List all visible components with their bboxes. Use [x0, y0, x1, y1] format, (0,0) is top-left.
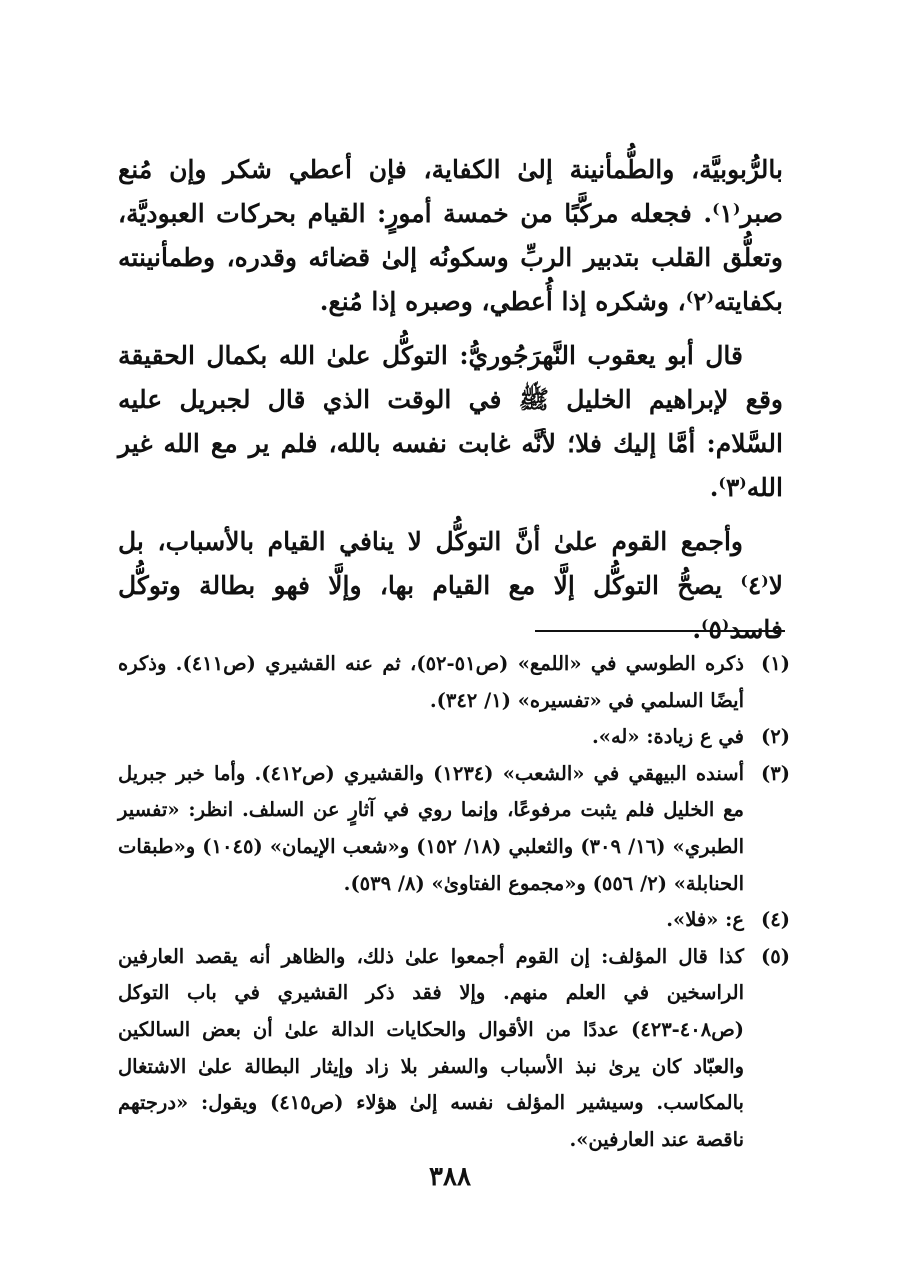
- footnote-number: (٣): [761, 761, 790, 785]
- footnote-text: أسنده البيهقي في «الشعب» (١٢٣٤) والقشيري (ص٤١٢). وأما خبر جبريل مع الخليل فلم يثبت مرفوعًا، وإنما روي في آثارٍ عن السلف. انظر: «تفسير الطبري» (١٦/ ٣٠٩) والثعلبي (١٨/ ١٥٢) و«شعب الإيمان» (١٠٤٥) و«طبقات الحنابلة» (٢/ ٥٥٦) و«مجموع الفتاوىٰ» (٨/ ٥٣٩).: [118, 761, 744, 895]
- footnote-number: (٤): [761, 908, 790, 932]
- page-number: ٣٨٨: [429, 1162, 471, 1192]
- paragraph-2: قال أبو يعقوب النَّهرَجُوريُّ: التوكُّل علىٰ الله بكمال الحقيقة وقع لإبراهيم الخليل ﷺ في الوقت الذي قال لجبريل عليه السَّلام: أمَّا إليك فلا؛ لأنَّه غابت نفسه بالله، فلم ير مع الله غير الله⁽٣⁾.: [118, 341, 783, 502]
- footnote-text: في ع زيادة: «له».: [591, 725, 744, 749]
- footnote-separator: [535, 630, 785, 632]
- footnote-number: (٥): [761, 944, 790, 968]
- paragraph-3: وأجمع القوم علىٰ أنَّ التوكُّل لا ينافي القيام بالأسباب، بل لا⁽٤⁾ يصحُّ التوكُّل إلَّا مع القيام بها، وإلَّا فهو بطالة وتوكُّل فاسد⁽٥⁾.: [118, 527, 783, 644]
- footnote-text: ع: «فلا».: [666, 908, 744, 932]
- footnote-5: [118, 939, 790, 1159]
- footnote-text: كذا قال المؤلف: إن القوم أجمعوا علىٰ ذلك، والظاهر أنه يقصد العارفين الراسخين في العلم منهم. وإلا فقد ذكر القشيري في باب التوكل (ص٤٠٨-٤٢٣) عددًا من الأقوال والحكايات الدالة علىٰ أن بعض السالكين والعبّاد كان يرىٰ نبذ الأسباب والسفر بلا زاد وإيثار البطالة علىٰ الاشتغال بالمكاسب. وسيشير المؤلف نفسه إلىٰ هؤلاء (ص٤١٥) ويقول: «درجتهم ناقصة عند العارفين».: [118, 944, 744, 1151]
- footnotes: [118, 646, 790, 1158]
- footnote-number: (١): [761, 652, 790, 675]
- footnote-2: [118, 719, 790, 756]
- footnote-4: [118, 902, 790, 939]
- main-text: [118, 148, 783, 652]
- footnote-number: (٢): [761, 725, 790, 749]
- paragraph-1: بالرُّبوبيَّة، والطُّمأنينة إلىٰ الكفاية، فإن أعطي شكر وإن مُنع صبر⁽١⁾. فجعله مركَّبًا من خمسة أمورٍ: القيام بحركات العبوديَّة، وتعلُّق القلب بتدبير الربِّ وسكونُه إلىٰ قضائه وقدره، وطمأنينته بكفايته⁽٢⁾، وشكره إذا أُعطي، وصبره إذا مُنع.: [118, 155, 783, 316]
- footnote-1: [118, 646, 790, 719]
- footnote-3: [118, 756, 790, 902]
- footnote-text: ذكره الطوسي في «اللمع» (ص٥١-٥٢)، ثم عنه القشيري (ص٤١١). وذكره أيضًا السلمي في «تفسيره» (١/ ٣٤٢).: [118, 652, 744, 712]
